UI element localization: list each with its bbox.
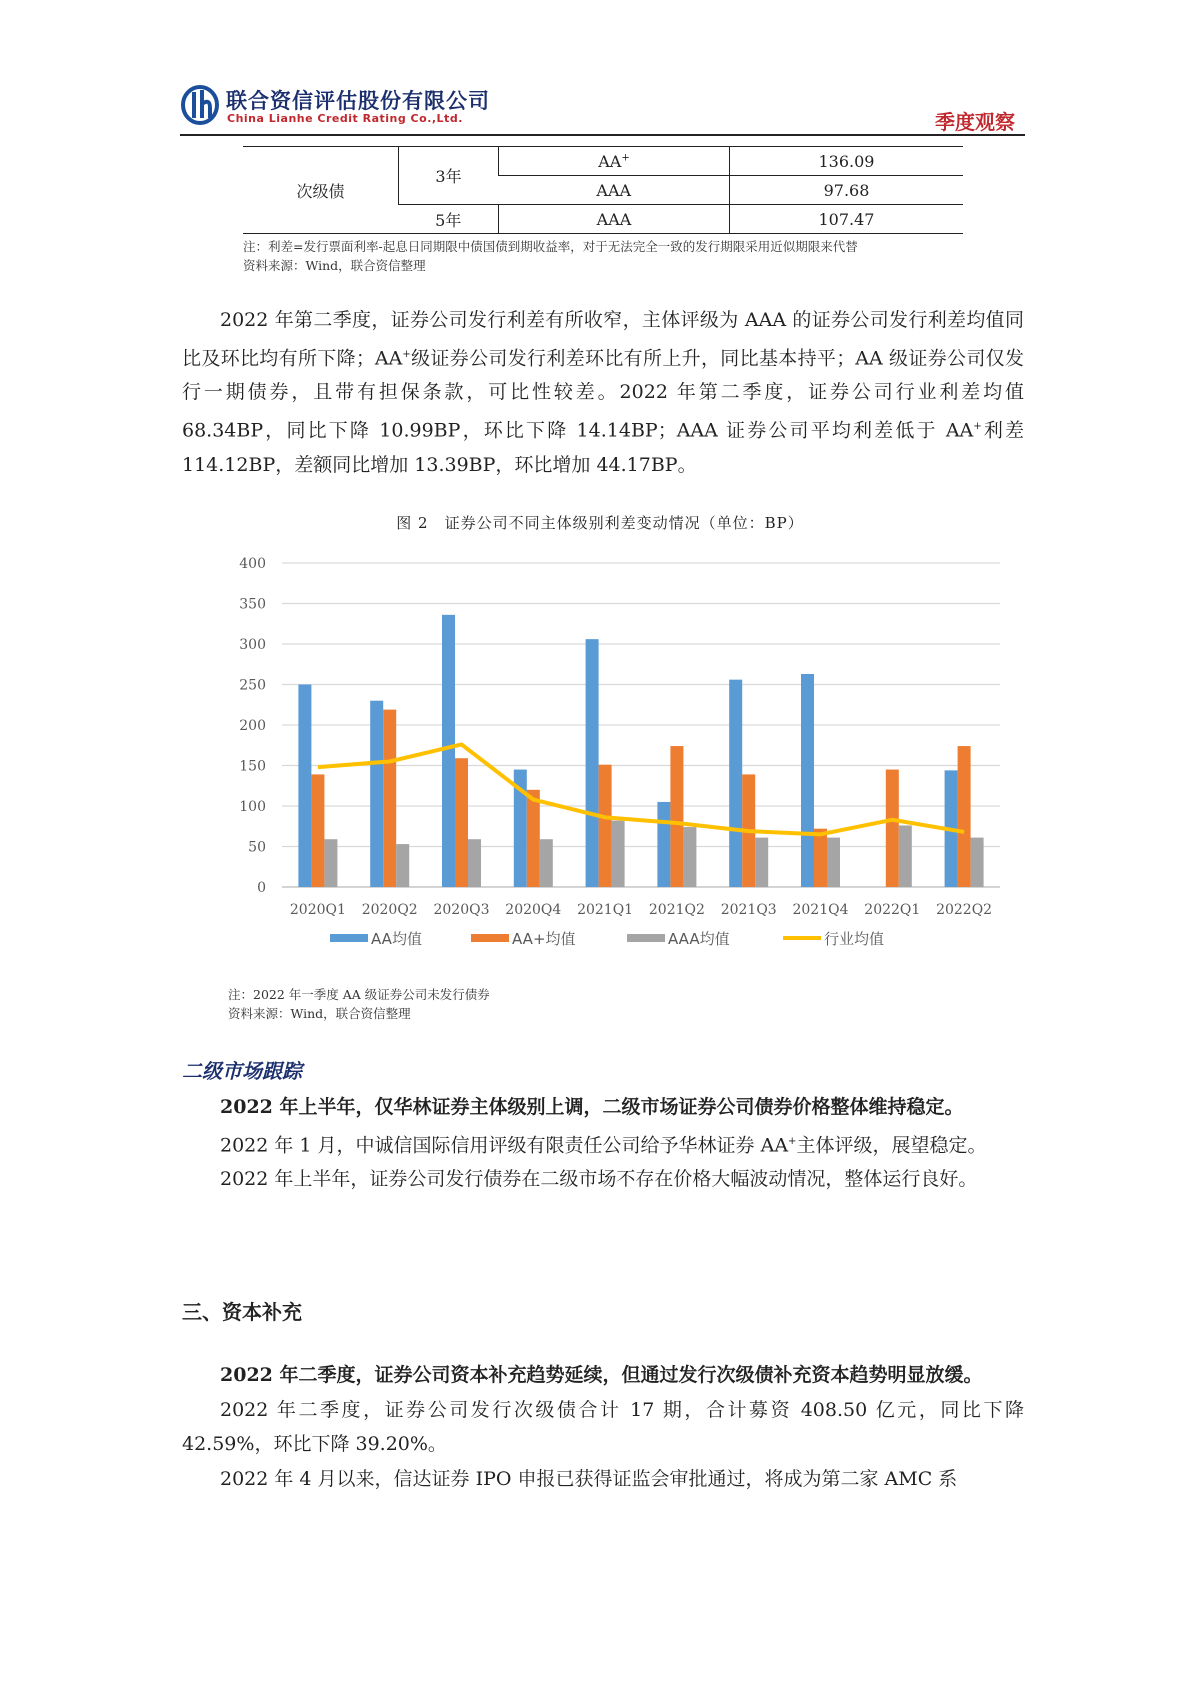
spread-chart <box>220 545 1020 965</box>
secondary-summary: 2022 年上半年，仅华林证券主体级别上调，二级市场证券公司债券价格整体维持稳定。 <box>220 1096 964 1118</box>
x-tick-label: 2020Q2 <box>361 902 418 918</box>
bar-AA+均值 <box>886 770 899 887</box>
table-value: 136.09 <box>730 147 964 176</box>
chart-note: 注：2022 年一季度 AA 级证券公司未发行债券 <box>228 987 490 1002</box>
capital-section <box>182 1358 1024 1496</box>
bar-AA均值 <box>801 674 814 887</box>
table-value: 97.68 <box>730 176 964 205</box>
legend-swatch <box>330 934 368 942</box>
legend-label: AA均值 <box>371 930 422 948</box>
bar-AA均值 <box>586 639 599 887</box>
x-tick-label: 2021Q3 <box>720 902 777 918</box>
bar-AAA均值 <box>755 838 768 887</box>
bar-AAA均值 <box>396 844 409 887</box>
x-tick-label: 2022Q1 <box>864 902 921 918</box>
table-source: 资料来源：Wind，联合资信整理 <box>243 258 426 273</box>
bar-AAA均值 <box>899 825 912 887</box>
table-rating: AAA <box>499 176 730 205</box>
bar-AA+均值 <box>670 746 683 887</box>
table-rating: AAA <box>499 205 730 234</box>
y-tick-label: 300 <box>239 637 266 653</box>
spread-table <box>243 146 963 234</box>
table-notes <box>243 237 858 275</box>
x-tick-label: 2020Q1 <box>289 902 346 918</box>
text: 2022 年 1 月，中诚信国际信用评级有限责任公司给予华林证券 AA <box>220 1133 789 1156</box>
table-term: 3年 <box>399 147 499 205</box>
y-tick-label: 200 <box>239 718 266 734</box>
y-tick-label: 0 <box>257 880 266 896</box>
rating-sup: + <box>621 152 630 164</box>
y-tick-label: 100 <box>239 799 266 815</box>
text: 利差 114.12BP，差额同比增加 13.39BP，环比增加 44.17BP。 <box>182 419 1024 476</box>
table-term: 5年 <box>399 205 499 234</box>
bar-AA+均值 <box>455 758 468 887</box>
secondary-paragraph-2: 2022 年上半年，证券公司发行债券在二级市场不存在价格大幅波动情况，整体运行良好。 <box>220 1168 978 1191</box>
bar-AA均值 <box>442 615 455 887</box>
secondary-paragraph-1 <box>182 1125 1024 1163</box>
section-heading-secondary: 二级市场跟踪 <box>182 1059 302 1083</box>
capital-paragraph-1: 2022 年二季度，证券公司发行次级债合计 17 期，合计募资 408.50 亿元，同比下降 42.59%，环比下降 39.20%。 <box>182 1398 1024 1455</box>
company-name-cn: 联合资信评估股份有限公司 <box>226 89 490 113</box>
bar-AAA均值 <box>540 839 553 887</box>
table-value: 107.47 <box>730 205 964 234</box>
bar-AA均值 <box>370 701 383 887</box>
text: 2022 年第二季度，证券公司发行利差有所收窄，主体评级为 AAA 的证券公司发行利差均值同比及环比均有所下降；AA <box>182 309 1024 369</box>
bar-AAA均值 <box>468 839 481 887</box>
bar-AAA均值 <box>971 838 984 887</box>
header-rule <box>180 134 1025 136</box>
rating-text: AA <box>598 151 622 171</box>
company-logo-icon <box>180 84 220 126</box>
line-行业均值 <box>318 744 964 834</box>
x-tick-label: 2021Q2 <box>648 902 705 918</box>
legend-swatch <box>471 934 509 942</box>
section-heading-capital: 三、资本补充 <box>182 1300 302 1324</box>
capital-summary: 2022 年二季度，证券公司资本补充趋势延续，但通过发行次级债补充资本趋势明显放缓。 <box>220 1364 983 1386</box>
x-tick-label: 2022Q2 <box>936 902 993 918</box>
company-name-en: China Lianhe Credit Rating Co.,Ltd. <box>227 112 463 125</box>
page-header <box>180 80 1025 138</box>
table-note: 注：利差=发行票面利率-起息日同期限中债国债到期收益率，对于无法完全一致的发行期限采用近似期限来代替 <box>243 239 858 254</box>
y-tick-label: 150 <box>239 758 266 775</box>
legend-label: AA+均值 <box>512 930 576 948</box>
text: 级证券公司发行利差环比有所上升，同比基本持平；AA 级证券公司仅发行一期债券，且带有担保条款，可比性较差。2022 年第二季度，证券公司行业利差均值 68.34BP，同比下降 10.99BP，环比下降 14.14BP；AAA 证券公司平均利差低于 AA <box>182 346 1024 442</box>
bar-AAA均值 <box>683 827 696 887</box>
bar-AA均值 <box>729 680 742 887</box>
bar-AAA均值 <box>827 838 840 887</box>
legend-label: 行业均值 <box>824 930 885 948</box>
bar-AA+均值 <box>311 774 324 887</box>
table-row <box>243 147 963 176</box>
bar-AA均值 <box>298 685 311 888</box>
legend-label: AAA均值 <box>668 930 730 948</box>
bar-AA+均值 <box>599 765 612 887</box>
report-brand: 季度观察 <box>935 110 1015 134</box>
table-category: 次级债 <box>243 147 399 234</box>
y-tick-label: 350 <box>239 596 266 613</box>
x-tick-label: 2020Q3 <box>433 902 490 918</box>
x-tick-label: 2021Q4 <box>792 902 849 918</box>
sup: + <box>973 420 982 432</box>
secondary-market-section <box>182 1090 1024 1197</box>
y-tick-label: 400 <box>239 556 266 572</box>
bar-AA+均值 <box>814 829 827 887</box>
bar-AA+均值 <box>958 746 971 887</box>
legend-swatch <box>627 934 665 942</box>
bar-AAA均值 <box>612 821 625 887</box>
chart-source: 资料来源：Wind，联合资信整理 <box>228 1006 411 1021</box>
x-tick-label: 2021Q1 <box>577 902 634 918</box>
paragraph-spread-analysis <box>182 303 1024 482</box>
bar-AAA均值 <box>324 839 337 887</box>
sup: + <box>788 1135 797 1147</box>
chart-notes <box>228 985 490 1023</box>
sup: + <box>402 348 411 360</box>
y-tick-label: 250 <box>239 677 266 694</box>
y-tick-label: 50 <box>248 839 266 856</box>
capital-paragraph-2: 2022 年 4 月以来，信达证券 IPO 申报已获得证监会审批通过，将成为第二家 AMC 系 <box>220 1467 958 1490</box>
x-tick-label: 2020Q4 <box>505 902 562 918</box>
table-rating <box>499 147 730 176</box>
bar-AA+均值 <box>527 790 540 887</box>
bar-AA均值 <box>657 802 670 887</box>
text: 主体评级，展望稳定。 <box>796 1133 987 1156</box>
chart-title: 图 2 证券公司不同主体级别利差变动情况（单位：BP） <box>396 514 804 532</box>
bar-AA+均值 <box>383 710 396 887</box>
